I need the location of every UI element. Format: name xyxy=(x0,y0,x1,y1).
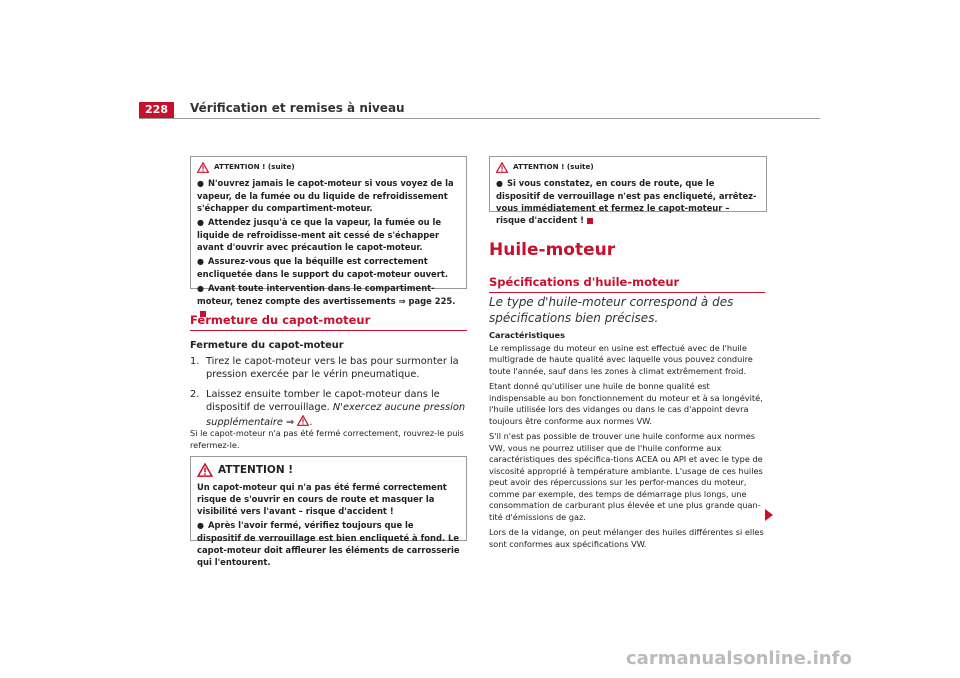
warning-title: ATTENTION ! (suite) xyxy=(214,162,295,171)
chapter-title: Huile-moteur xyxy=(489,240,616,260)
warning-triangle-icon xyxy=(297,415,309,426)
step-text: Tirez le capot-moteur vers le bas pour surmonter la pression exercée par le vérin pneumatique. xyxy=(206,355,459,380)
warning-triangle-icon xyxy=(197,162,209,173)
warning-box-fermeture xyxy=(190,456,467,567)
warning-box-continued-left xyxy=(190,156,467,306)
section-title-specifications: Spécifications d'huile-moteur xyxy=(489,275,765,293)
note-text: Si le capot-moteur n'a pas été fermé correctement, rouvrez-le puis refermez-le. xyxy=(190,428,464,450)
subheading-fermeture: Fermeture du capot-moteur xyxy=(190,340,344,351)
step-emphasis: N'exercez aucune pression supplémentaire ⇒ xyxy=(206,402,466,428)
warning-title: ATTENTION ! xyxy=(218,464,294,476)
warning-item-text: ● Avant toute intervention dans le compartiment-moteur, tenez compte des avertissements ⇒ page 225. xyxy=(197,283,455,306)
body-paragraph: Etant donné qu'utiliser une huile de bonne qualité est indispensable au bon fonctionnement du moteur et à sa longévité, l'huile utilisée lors des vidanges ou dans le cas d'appoint devra toujours être conforme aux normes VW. xyxy=(489,381,763,426)
oil-specifications-body xyxy=(489,330,767,554)
step-1 xyxy=(190,355,467,382)
warning-item: ● Assurez-vous que la béquille est correctement encliquetée dans le support du capot-moteur ouvert. xyxy=(197,255,460,280)
step-number: 1. xyxy=(190,355,200,367)
section-title-fermeture: Fermeture du capot-moteur xyxy=(190,313,467,331)
end-of-section-icon xyxy=(587,218,593,224)
warning-header xyxy=(496,161,760,173)
body-paragraph: S'il n'est pas possible de trouver une huile conforme aux normes VW, vous ne pourrez utiliser que de l'huile conforme aux caractéristiques des spécifica-tions ACEA ou API et avec le type de viscosité approprié à température ambiante. L'usage de ces huiles peut avoir des répercussions sur les perfor-mances du moteur, comme par exemple, des temps de démarrage plus longs, une consommation de carburant plus élevée et une plus grande quan-tité d'émissions de gaz. xyxy=(489,431,763,522)
step-number: 2. xyxy=(190,388,200,400)
warning-item: ● N'ouvrez jamais le capot-moteur si vous voyez de la vapeur, de la fumée ou du liquide de refroidissement s'échapper du compartiment-moteur. xyxy=(197,177,460,214)
warning-triangle-icon xyxy=(496,162,508,173)
page-header-title: Vérification et remises à niveau xyxy=(190,101,405,115)
continue-arrow-icon xyxy=(765,509,773,521)
warning-title: ATTENTION ! (suite) xyxy=(513,162,594,171)
warning-item-last xyxy=(496,177,760,226)
header-divider xyxy=(139,118,820,119)
page-number: 228 xyxy=(139,102,174,118)
warning-header xyxy=(197,463,460,477)
body-paragraph: Le remplissage du moteur en usine est effectué avec de l'huile multigrade de haute qualité avec laquelle vous pouvez conduire toute l'année, sauf dans les zones à climat extrêmement froid. xyxy=(489,342,753,376)
warning-box-continued-right xyxy=(489,156,767,225)
warning-text: Un capot-moteur qui n'a pas été fermé correctement risque de s'ouvrir en cours de route et masquer la visibilité vers l'avant – risque d'accident ! xyxy=(197,482,447,516)
warning-item-text: ● Si vous constatez, en cours de route, que le dispositif de verrouillage n'est pas encliqueté, arrêtez-vous immédiatement et fermez le capot-moteur – risque d'accident ! xyxy=(496,178,757,225)
section-intro: Le type d'huile-moteur correspond à des spécifications bien précises. xyxy=(489,295,734,325)
watermark: carmanualsonline.info xyxy=(626,648,852,669)
subheading-caracteristiques: Caractéristiques xyxy=(489,330,565,340)
body-paragraph: Lors de la vidange, on peut mélanger des huiles différentes si elles sont conformes aux spécifications VW. xyxy=(489,527,764,549)
step-2 xyxy=(190,388,467,430)
step-text: Laissez ensuite tomber le capot-moteur dans le dispositif de verrouillage. xyxy=(206,388,440,413)
warning-header xyxy=(197,161,460,173)
closing-instructions xyxy=(190,339,467,429)
warning-triangle-icon xyxy=(197,463,213,477)
step-text-wrap: Laissez ensuite tomber le capot-moteur dans le dispositif de verrouillage. N'exercez aucune pression supplémentaire ⇒ . xyxy=(206,388,466,428)
warning-item: ● Après l'avoir fermé, vérifiez toujours que le dispositif de verrouillage est bien encliqueté à fond. Le capot-moteur doit affleurer les éléments de carrosserie qui l'entourent. xyxy=(197,519,460,568)
warning-item: ● Attendez jusqu'à ce que la vapeur, la fumée ou le liquide de refroidisse-ment ait cessé de s'échapper avant d'ouvrir avec précaution le capot-moteur. xyxy=(197,216,460,253)
